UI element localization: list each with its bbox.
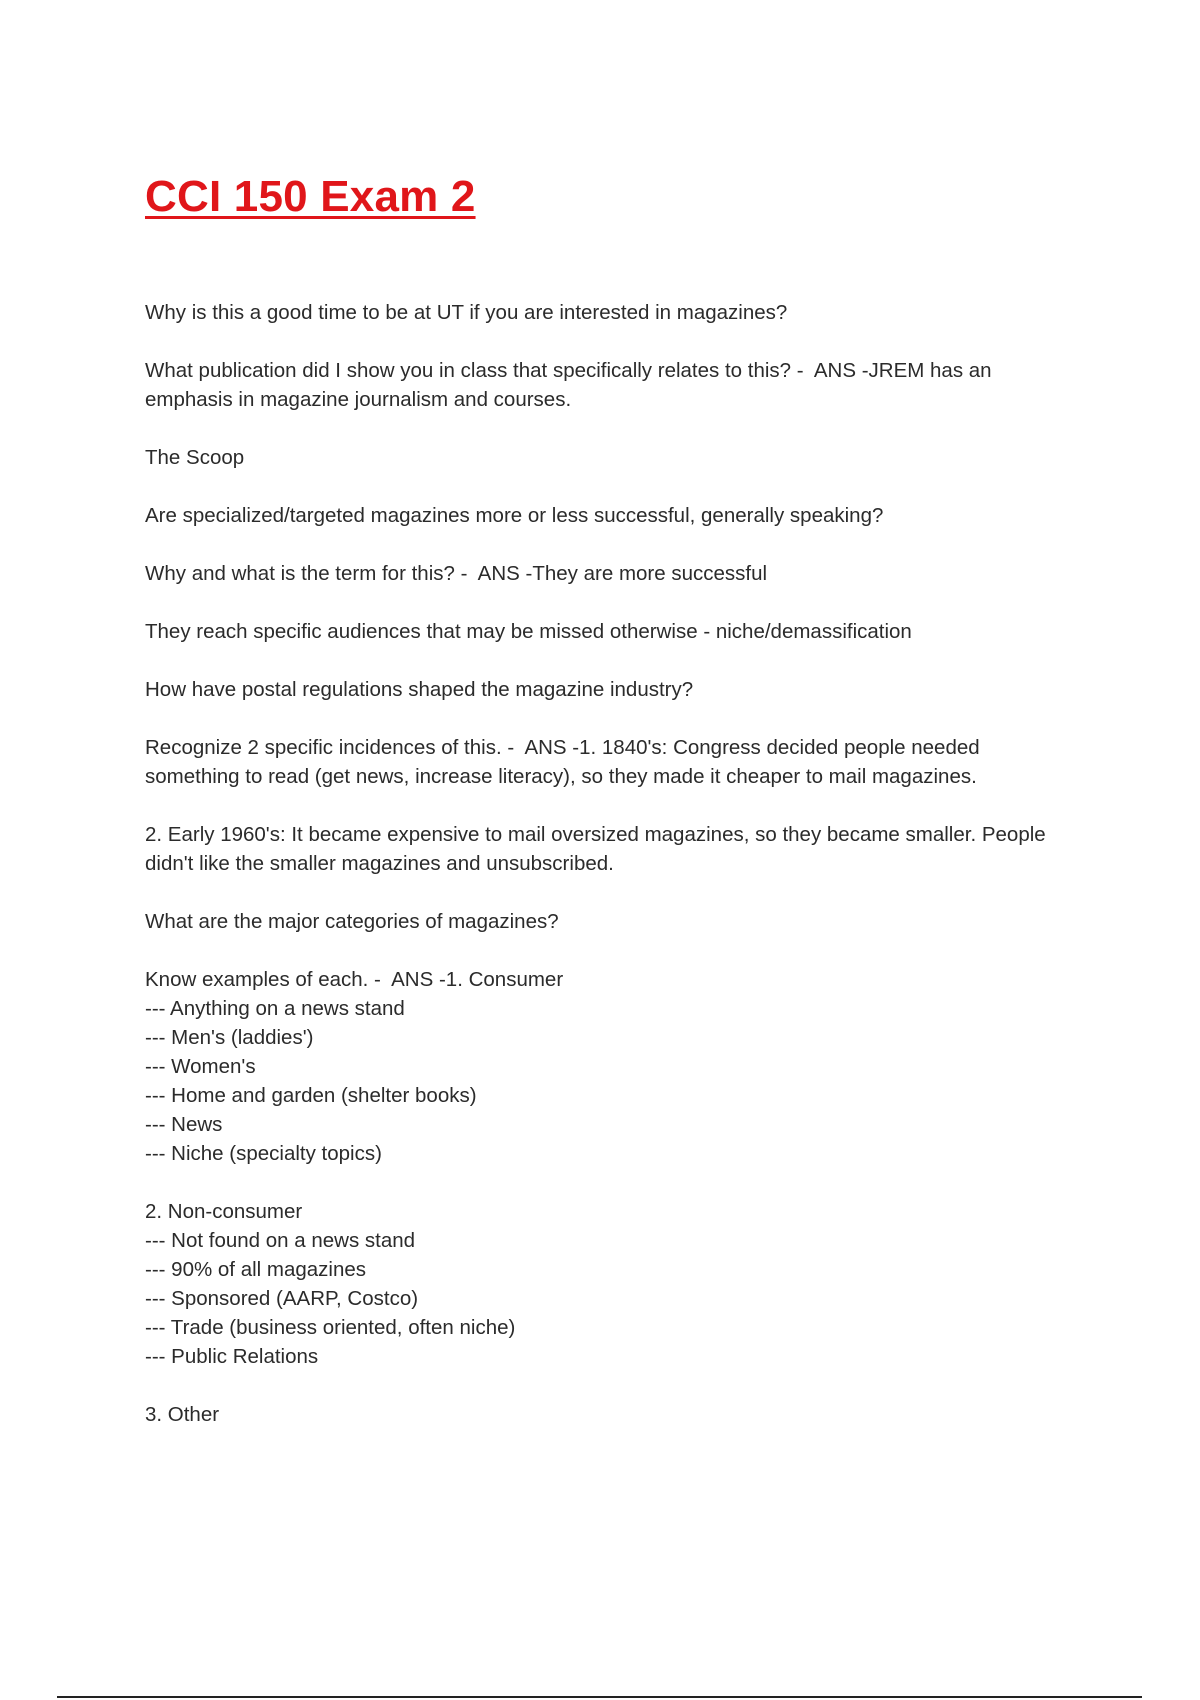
consumer-category bbox=[145, 965, 1075, 1168]
answer-paragraph: They reach specific audiences that may be missed otherwise - niche/demassification bbox=[145, 620, 912, 643]
list-item: --- Trade (business oriented, often niche) bbox=[145, 1316, 516, 1339]
list-item: --- Men's (laddies') bbox=[145, 1026, 314, 1049]
list-item: --- Anything on a news stand bbox=[145, 997, 405, 1020]
publication-name: The Scoop bbox=[145, 446, 245, 469]
question-paragraph: How have postal regulations shaped the magazine industry? bbox=[145, 678, 694, 701]
list-item: --- 90% of all magazines bbox=[145, 1258, 367, 1281]
category-heading: Know examples of each. - ANS -1. Consumer bbox=[145, 968, 564, 991]
document-body bbox=[145, 298, 1075, 1458]
question-paragraph: Why is this a good time to be at UT if you are interested in magazines? bbox=[145, 301, 788, 324]
other-category: 3. Other bbox=[145, 1403, 220, 1426]
list-item: --- Niche (specialty topics) bbox=[145, 1142, 382, 1165]
document-title: CCI 150 Exam 2 bbox=[145, 172, 476, 221]
question-paragraph: Are specialized/targeted magazines more or less successful, generally speaking? bbox=[145, 504, 884, 527]
answer-paragraph: Recognize 2 specific incidences of this. - ANS -1. 1840's: Congress decided people needed something to read (get news, increase literacy), so they made it cheaper to mail magazines. bbox=[145, 736, 986, 788]
list-item: --- News bbox=[145, 1113, 223, 1136]
question-paragraph: What are the major categories of magazines? bbox=[145, 910, 559, 933]
category-heading: 2. Non-consumer bbox=[145, 1200, 303, 1223]
answer-paragraph: 2. Early 1960's: It became expensive to mail oversized magazines, so they became smaller. People didn't like the smaller magazines and unsubscribed. bbox=[145, 823, 1052, 875]
list-item: --- Sponsored (AARP, Costco) bbox=[145, 1287, 419, 1310]
list-item: --- Not found on a news stand bbox=[145, 1229, 416, 1252]
list-item: --- Women's bbox=[145, 1055, 256, 1078]
answer-paragraph: Why and what is the term for this? - ANS -They are more successful bbox=[145, 562, 768, 585]
nonconsumer-category bbox=[145, 1197, 1075, 1371]
list-item: --- Public Relations bbox=[145, 1345, 319, 1368]
list-item: --- Home and garden (shelter books) bbox=[145, 1084, 477, 1107]
footer-divider bbox=[57, 1696, 1142, 1698]
answer-paragraph: What publication did I show you in class that specifically relates to this? - ANS -JREM has an emphasis in magazine journalism and courses. bbox=[145, 359, 998, 411]
